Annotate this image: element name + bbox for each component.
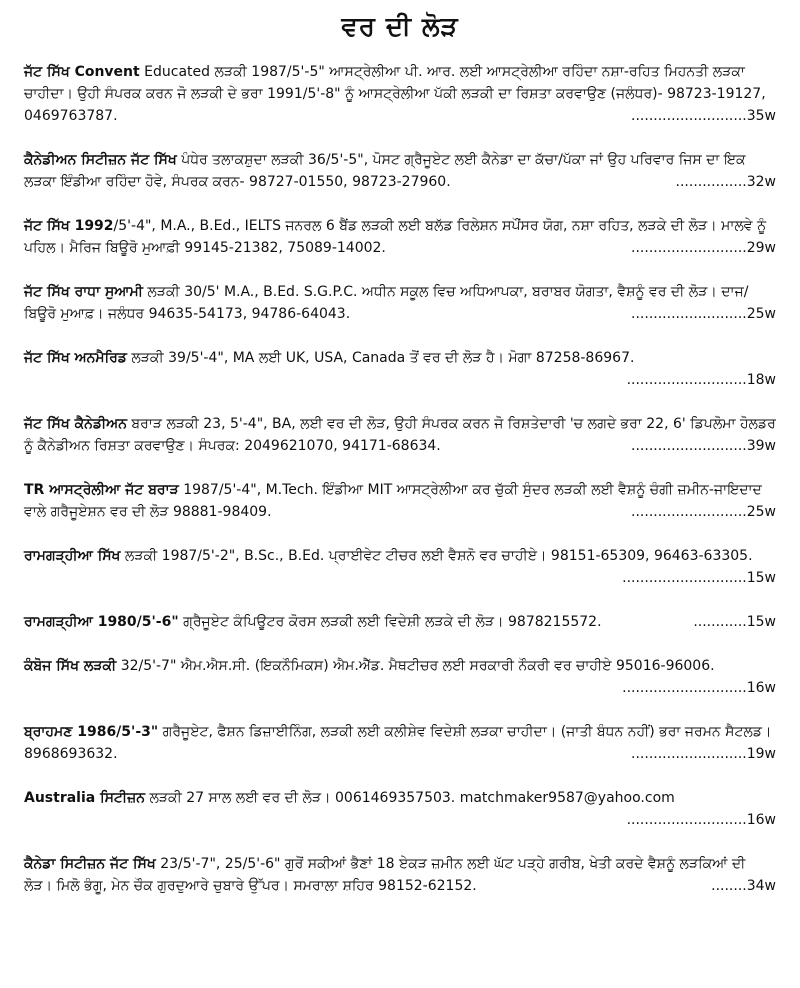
classified-ad	[24, 347, 776, 391]
ad-lead: ਜੱਟ ਸਿੱਖ ਕੈਨੇਡੀਅਨ	[24, 416, 127, 432]
classified-ad	[24, 655, 776, 699]
ad-price: ...........................18w	[626, 372, 776, 388]
classified-ad	[24, 545, 776, 589]
classified-ad	[24, 149, 776, 193]
classified-ad	[24, 413, 776, 457]
classified-ad	[24, 281, 776, 325]
ad-text: ਪੰਧੇਰ ਤਲਾਕਸ਼ੁਦਾ ਲੜਕੀ 36/5'-5", ਪੋਸਟ ਗ੍ਰੈਜੂਏਟ ਲਈ ਕੈਨੇਡਾ ਦਾ ਕੱਚਾ/ਪੱਕਾ ਜਾਂ ਉਹ ਪਰਿਵਾਰ ਜਿਸ ਦਾ ਇਕ ਲੜਕਾ ਇੰਡੀਆ ਰਹਿੰਦਾ ਹੋਵੇ, ਸੰਪਰਕ ਕਰਨ- 98727-01550, 98723-27960.	[24, 152, 746, 190]
classified-ad	[24, 215, 776, 259]
page-title: ਵਰ ਦੀ ਲੋੜ	[341, 12, 459, 42]
ad-lead: ਰਾਮਗੜ੍ਹੀਆ ਸਿੱਖ	[24, 548, 121, 564]
ad-price: ..........................25w	[631, 306, 776, 322]
ad-price: ................32w	[675, 174, 776, 190]
ad-lead: Australia ਸਿਟੀਜ਼ਨ	[24, 790, 145, 806]
classified-ad	[24, 61, 776, 127]
ad-lead: ਕੈਨੇਡੀਅਨ ਸਿਟੀਜ਼ਨ ਜੱਟ ਸਿੱਖ	[24, 152, 177, 168]
ads-list	[24, 61, 776, 897]
ad-price: ..........................19w	[631, 746, 776, 762]
classified-ad	[24, 479, 776, 523]
ad-lead: TR ਆਸਟ੍ਰੇਲੀਆ ਜੱਟ ਬਰਾੜ	[24, 482, 179, 498]
ad-price: ........34w	[711, 878, 776, 894]
ad-price: ............15w	[693, 614, 776, 630]
ad-price: ...........................16w	[626, 812, 776, 828]
ad-text: ਲੜਕੀ 1987/5'-2", B.Sc., B.Ed. ਪ੍ਰਾਈਵੇਟ ਟੀਚਰ ਲਈ ਵੈਸ਼ਨੋ ਵਰ ਚਾਹੀਏ। 98151-65309, 96463-63305.	[120, 548, 753, 564]
ad-text: ਲੜਕੀ 30/5' M.A., B.Ed. S.G.P.C. ਅਧੀਨ ਸਕੂਲ ਵਿਚ ਅਧਿਆਪਕਾ, ਬਰਾਬਰ ਯੋਗਤਾ, ਵੈਸ਼ਨੂੰ ਵਰ ਦੀ ਲੋੜ। ਦਾਜ/ਬਿਊਰੋ ਮੁਆਫ਼। ਜਲੰਧਰ 94635-54173, 94786-64043.	[24, 284, 749, 322]
ad-text: ਲੜਕੀ 39/5'-4", MA ਲਈ UK, USA, Canada ਤੋਂ ਵਰ ਦੀ ਲੋੜ ਹੈ। ਮੋਗਾ 87258-86967.	[126, 350, 635, 366]
classified-ad	[24, 787, 776, 831]
ad-text: ਬਰਾੜ ਲੜਕੀ 23, 5'-4", BA, ਲਈ ਵਰ ਦੀ ਲੋੜ, ਉਹੀ ਸੰਪਰਕ ਕਰਨ ਜੋ ਰਿਸ਼ਤੇਦਾਰੀ 'ਚ ਲਗਦੇ ਭਰਾ 22, 6' ਡਿਪਲੋਮਾ ਹੋਲਡਰ ਨੂੰ ਕੈਨੇਡੀਅਨ ਰਿਸ਼ਤਾ ਕਰਵਾਉਣ। ਸੰਪਰਕ: 2049621070, 94171-68634.	[24, 416, 776, 454]
ad-text: 32/5'-7" ਐਮ.ਐਸ.ਸੀ. (ਇਕਨੌਮਿਕਸ) ਐਮ.ਐੱਡ. ਮੈਥਟੀਚਰ ਲਈ ਸਰਕਾਰੀ ਨੌਕਰੀ ਵਰ ਚਾਹੀਏ 95016-96006.	[116, 658, 715, 674]
ad-price: ..........................25w	[631, 504, 776, 520]
ad-lead: ਕੰਬੋਜ ਸਿੱਖ ਲੜਕੀ	[24, 658, 117, 674]
ad-lead: ਕੈਨੇਡਾ ਸਿਟੀਜ਼ਨ ਜੱਟ ਸਿੱਖ	[24, 856, 156, 872]
classified-ad	[24, 721, 776, 765]
ad-price: ............................16w	[622, 680, 776, 696]
ad-lead: ਜੱਟ ਸਿੱਖ ਅਨਮੈਰਿਡ	[24, 350, 127, 366]
ad-price: ............................15w	[622, 570, 776, 586]
ad-lead: ਰਾਮਗੜ੍ਹੀਆ 1980/5'-6"	[24, 614, 179, 630]
ad-text: /5'-4", M.A., B.Ed., IELTS ਜਨਰਲ 6 ਬੈਂਡ ਲੜਕੀ ਲਈ ਬਲੱਡ ਰਿਲੇਸ਼ਨ ਸਪੌਂਸਰ ਯੋਗ, ਨਸ਼ਾ ਰਹਿਤ, ਲੜਕੇ ਦੀ ਲੋੜ। ਮਾਲਵੇ ਨੂੰ ਪਹਿਲ। ਮੈਰਿਜ ਬਿਊਰੋ ਮੁਆਫ਼ੀ 99145-21382, 75089-14002.	[24, 218, 767, 256]
classified-ad	[24, 611, 776, 633]
ad-lead: ਜੱਟ ਸਿੱਖ Convent	[24, 64, 140, 80]
ad-lead: ਜੱਟ ਸਿੱਖ ਰਾਧਾ ਸੁਆਮੀ	[24, 284, 143, 300]
ad-lead: ਬ੍ਰਾਹਮਣ 1986/5'-3"	[24, 724, 159, 740]
ad-lead: ਜੱਟ ਸਿੱਖ 1992	[24, 218, 114, 234]
ad-text: ਗਰੈਜੂਏਟ, ਫੈਸ਼ਨ ਡਿਜ਼ਾਈਨਿੰਗ, ਲੜਕੀ ਲਈ ਕਲੀਸ਼ੇਵ ਵਿਦੇਸ਼ੀ ਲੜਕਾ ਚਾਹੀਦਾ। (ਜਾਤੀ ਬੰਧਨ ਨਹੀਂ) ਭਰਾ ਜਰਮਨ ਸੈਟਲਡ। 8968693632.	[24, 724, 772, 762]
ad-price: ..........................29w	[631, 240, 776, 256]
ad-price: ..........................35w	[631, 108, 776, 124]
ad-text: 23/5'-7", 25/5'-6" ਗੁਰੋਂ ਸਕੀਆਂ ਭੈਣਾਂ 18 ਏਕੜ ਜ਼ਮੀਨ ਲਈ ਘੱਟ ਪੜ੍ਹੇ ਗਰੀਬ, ਖੇਤੀ ਕਰਦੇ ਵੈਸ਼ਨੂੰ ਲੜਕਿਆਂ ਦੀ ਲੋੜ। ਮਿਲੋ ਭੰਗੂ, ਮੇਨ ਚੌਕ ਗੁਰਦੁਆਰੇ ਚੁਬਾਰੇ ਉੱਪਰ। ਸਮਰਾਲਾ ਸ਼ਹਿਰ 98152-62152.	[24, 856, 746, 894]
ad-text: ਲੜਕੀ 27 ਸਾਲ ਲਈ ਵਰ ਦੀ ਲੋੜ। 0061469357503. matchmaker9587@yahoo.com	[145, 790, 675, 806]
ad-text: ਗ੍ਰੈਜੂਏਟ ਕੰਪਿਊਟਰ ਕੋਰਸ ਲੜਕੀ ਲਈ ਵਿਦੇਸ਼ੀ ਲੜਕੇ ਦੀ ਲੋੜ। 9878215572.	[178, 614, 602, 630]
ad-text: Educated ਲੜਕੀ 1987/5'-5" ਆਸਟ੍ਰੇਲੀਆ ਪੀ. ਆਰ. ਲਈ ਆਸਟ੍ਰੇਲੀਆ ਰਹਿੰਦਾ ਨਸ਼ਾ-ਰਹਿਤ ਮਿਹਨਤੀ ਲੜਕਾ ਚਾਹੀਦਾ। ਉਹੀ ਸੰਪਰਕ ਕਰਨ ਜੋ ਲੜਕੀ ਦੇ ਭਰਾ 1991/5'-8" ਨੂੰ ਆਸਟ੍ਰੇਲੀਆ ਪੱਕੀ ਲੜਕੀ ਦਾ ਰਿਸ਼ਤਾ ਕਰਵਾਉਣ (ਜਲੰਧਰ)- 98723-19127, 0469763787.	[24, 64, 766, 124]
ad-text: 1987/5'-4", M.Tech. ਇੰਡੀਆ MIT ਆਸਟ੍ਰੇਲੀਆ ਕਰ ਚੁੱਕੀ ਸੁੰਦਰ ਲੜਕੀ ਲਈ ਵੈਸ਼ਨੂੰ ਚੰਗੀ ਜ਼ਮੀਨ-ਜਾਇਦਾਦ ਵਾਲੇ ਗਰੈਜੂਏਸ਼ਨ ਵਰ ਦੀ ਲੋੜ 98881-98409.	[24, 482, 762, 520]
classified-ad	[24, 853, 776, 897]
ad-price: ..........................39w	[631, 438, 776, 454]
